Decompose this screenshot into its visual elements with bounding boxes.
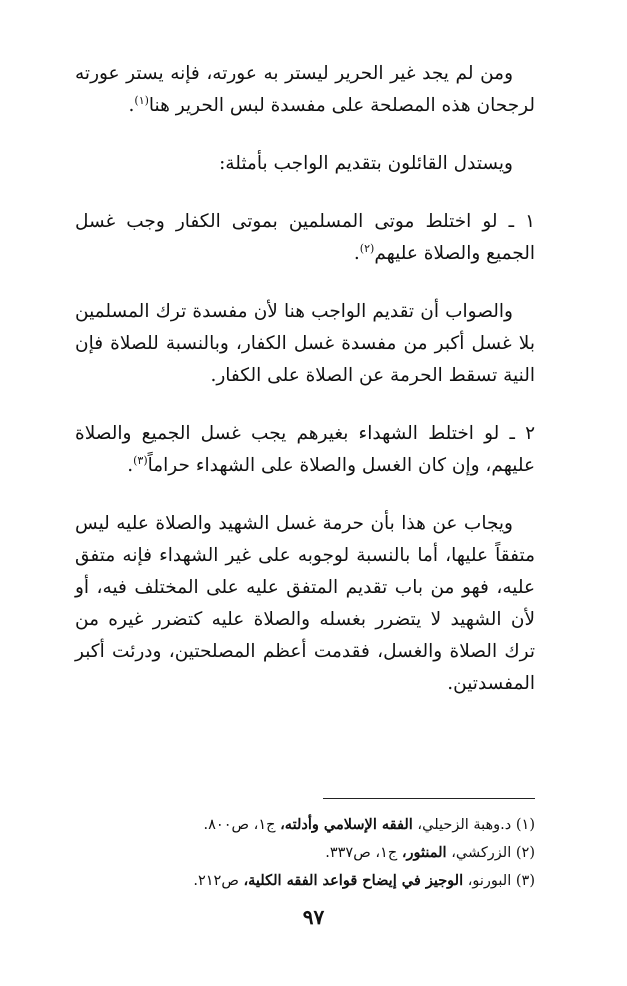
footnote-divider (323, 798, 535, 799)
footnotes (75, 811, 535, 895)
paragraph-6: ويجاب عن هذا بأن حرمة غسل الشهيد والصلاة عليه ليس متفقاً عليها، أما بالنسبة لوجوبه على غير الشهداء فإنه متفق عليه، فهو من باب تقديم المتفق عليه على المختلف فيه، أو لأن الشهيد لا يتضرر بغسله والصلاة عليه كتضرر غيره من ترك الصلاة والغسل، فقدمت أعظم المصلحتين، ودرئت أكبر المفسدتين. (75, 513, 535, 694)
paragraph-1: ومن لم يجد غير الحرير ليستر به عورته، فإنه يستر عورته لرجحان هذه المصلحة على مفسدة لبس الحرير هنا$^{(١)}$. (75, 63, 535, 116)
footnote-1: (١) د.وهبة الزحيلي، الفقه الإسلامي وأدلته، ج١، ص٨٠٠. (203, 816, 535, 833)
footnote-ref-1: (١) (134, 93, 149, 107)
example-1: ١ ـ لو اختلط موتى المسلمين بموتى الكفار وجب غسل الجميع والصلاة عليهم$^{(٢)}$. (75, 211, 535, 264)
footnote-ref-3: (٣) (133, 453, 148, 467)
footnote-3: (٣) البورنو، الوجيز في إيضاح قواعد الفقه الكلية، ص٢١٢. (193, 872, 535, 889)
footnote-ref-2: (٢) (359, 241, 375, 255)
main-text (75, 58, 535, 726)
paragraph-4: والصواب أن تقديم الواجب هنا لأن مفسدة ترك المسلمين بلا غسل أكبر من مفسدة غسل الكفار، وبالنسبة للصلاة فإن النية تسقط الحرمة عن الصلاة على الكفار. (75, 301, 535, 386)
example-2: ٢ ـ لو اختلط الشهداء بغيرهم يجب غسل الجميع والصلاة عليهم، وإن كان الغسل والصلاة على الشهداء حراماً$^{(٣)}$. (75, 423, 535, 476)
page-number: ٩٧ (302, 905, 325, 929)
paragraph-2: ويستدل القائلون بتقديم الواجب بأمثلة: (219, 153, 513, 174)
footnote-2: (٢) الزركشي، المنثور، ج١، ص٣٣٧. (325, 844, 535, 861)
